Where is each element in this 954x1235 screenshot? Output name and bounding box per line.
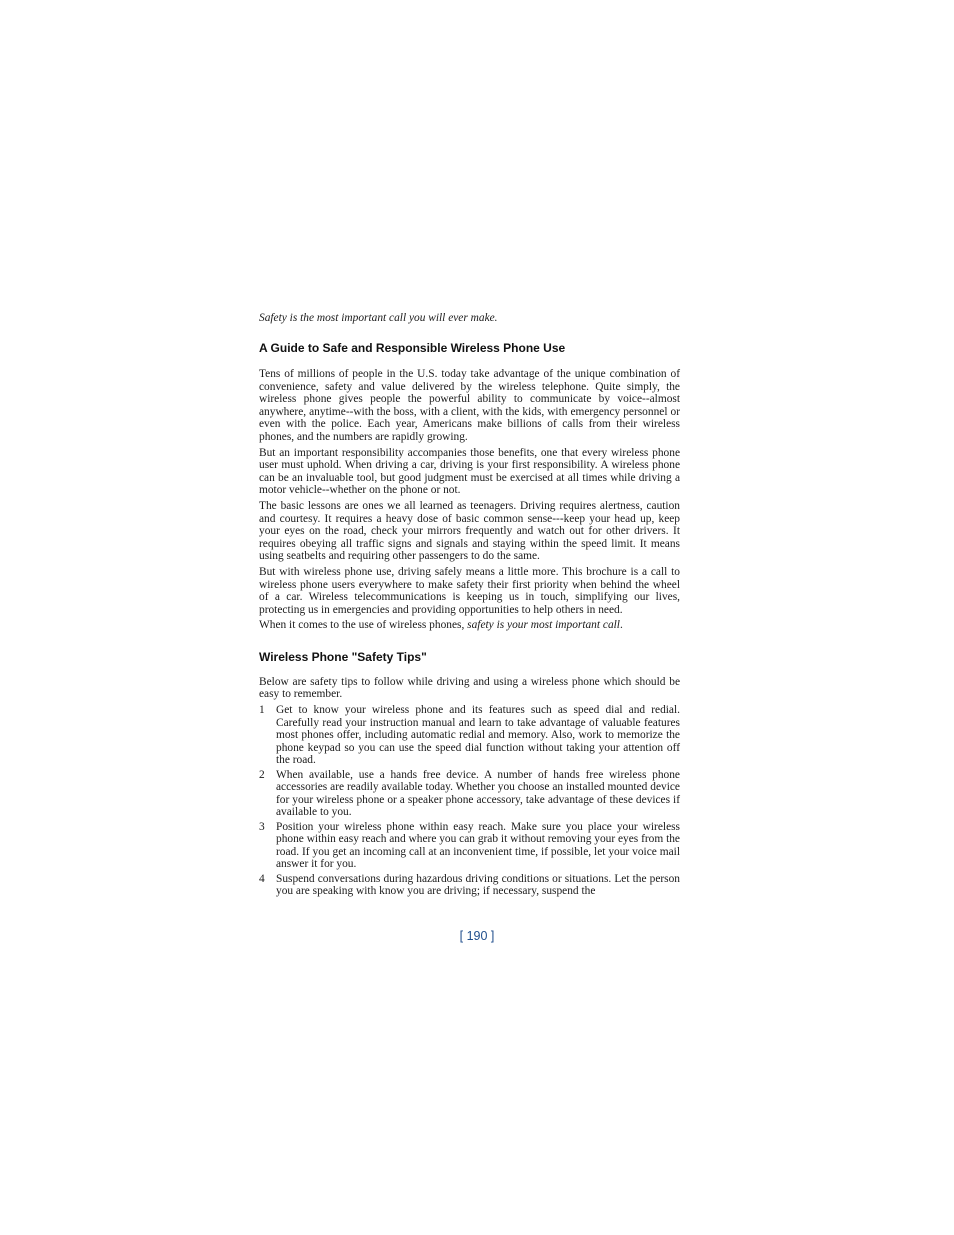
- closing-prefix: When it comes to the use of wireless phones,: [259, 619, 468, 632]
- list-item-text: Suspend conversations during hazardous driving conditions or situations. Let the person you are speaking with know you are driving; if necessary, suspend the: [276, 872, 680, 898]
- closing-emphasis: safety is your most important call: [467, 619, 620, 632]
- page-number: [ 190 ]: [459, 929, 495, 943]
- list-item-number: 1: [259, 704, 265, 717]
- list-item: [259, 704, 680, 767]
- list-item-text: Get to know your wireless phone and its features such as speed dial and redial. Carefully read your instruction manual and learn to take advantage of valuable features most phones offer, including automatic redial and memory. Also, work to memorize the phone keypad so you can use the speed dial function without taking your attention off the road.: [276, 704, 680, 767]
- paragraph-tips-intro: Below are safety tips to follow while driving and using a wireless phone which should be easy to remember.: [259, 675, 680, 701]
- section-heading-guide: A Guide to Safe and Responsible Wireless Phone Use: [259, 341, 566, 355]
- paragraph-responsibility: But an important responsibility accompanies those benefits, one that every wireless phone user must uphold. When driving a car, driving is your first responsibility. A wireless phone can be an invaluable tool, but good judgment must be exercised at all times while driving a motor vehicle--whether on the phone or not.: [259, 446, 680, 497]
- safety-tips-list: [259, 704, 680, 898]
- tagline: Safety is the most important call you will ever make.: [259, 312, 498, 324]
- section-heading-safety-tips: Wireless Phone "Safety Tips": [259, 649, 427, 664]
- list-item: [259, 821, 680, 871]
- list-item: [259, 769, 680, 819]
- paragraph-intro: Tens of millions of people in the U.S. today take advantage of the unique combination of convenience, safety and value delivered by the wireless telephone. Quite simply, the wireless phone gives people the powerful ability to communicate by voice--almost anywhere, anytime--with the boss, with a client, with the kids, with emergency personnel or even with the police. Each year, Americans make billions of calls from their wireless phones, and the numbers are rapidly growing.: [259, 368, 680, 443]
- list-item-number: 2: [259, 768, 265, 781]
- list-item-text: When available, use a hands free device. A number of hands free wireless phone accessories are readily available today. Whether you choose an installed mounted device for your wireless phone or a speaker phone accessory, take advantage of these devices if available to you.: [276, 768, 680, 819]
- paragraph-wireless-use: But with wireless phone use, driving safely means a little more. This brochure is a call to wireless phone users everywhere to make safety their first priority when behind the wheel of a car. Wireless telecommunications is keeping us in touch, simplifying our lives, protecting us in emergencies and providing opportunities to help others in need.: [259, 565, 680, 616]
- closing-suffix: .: [619, 619, 623, 632]
- list-item: [259, 873, 680, 898]
- paragraph-basic-lessons: The basic lessons are ones we all learned as teenagers. Driving requires alertness, caution and courtesy. It requires a heavy dose of basic common sense---keep your head up, keep your eyes on the road, check your mirrors frequently and watch out for other drivers. It requires obeying all traffic signs and signals and staying within the speed limit. It means using seatbelts and requiring other passengers to do the same.: [259, 499, 680, 563]
- paragraph-closing: [259, 619, 680, 632]
- list-item-number: 4: [259, 872, 265, 885]
- document-page: [259, 311, 680, 899]
- list-item-number: 3: [259, 820, 265, 833]
- list-item-text: Position your wireless phone within easy reach. Make sure you place your wireless phone within easy reach and where you can grab it without removing your eyes from the road. If you get an incoming call at an inconvenient time, if possible, let your voice mail answer it for you.: [276, 820, 680, 871]
